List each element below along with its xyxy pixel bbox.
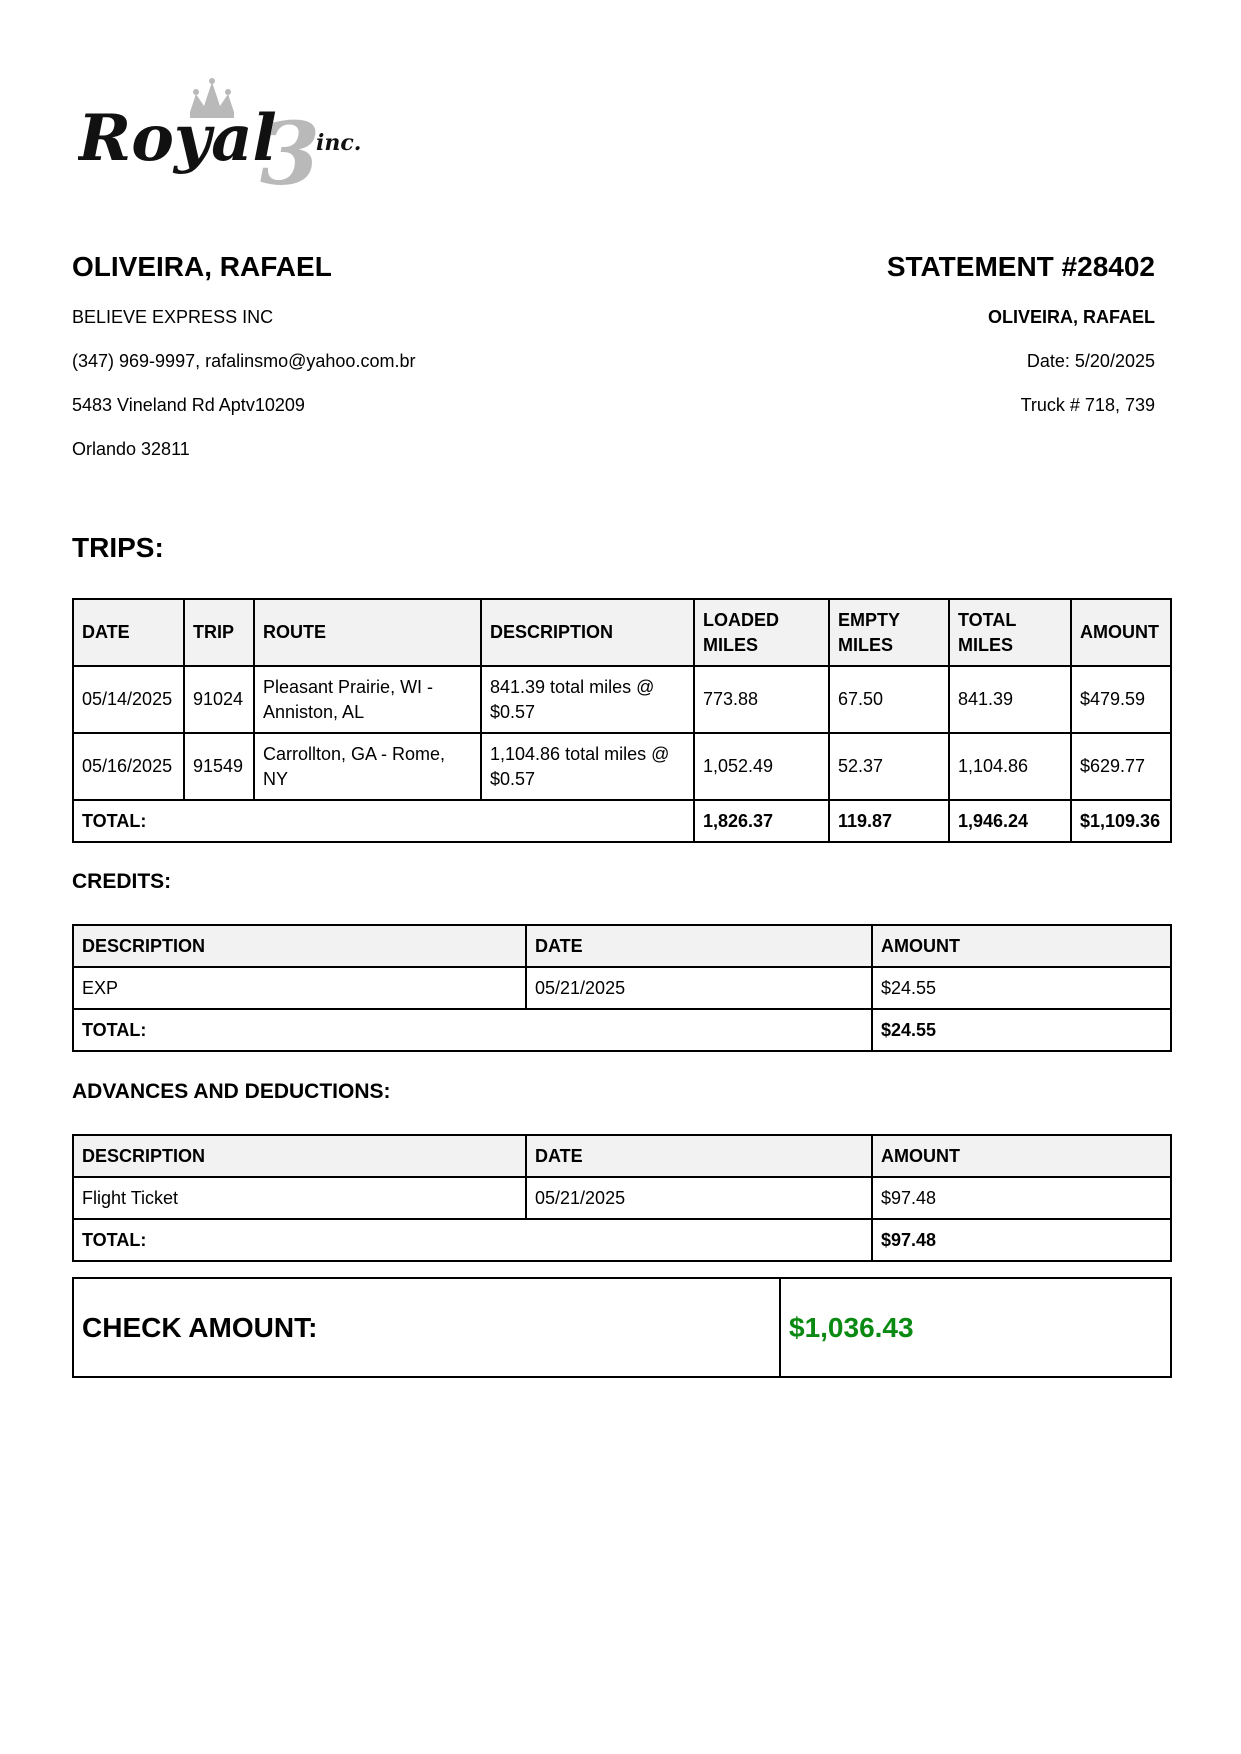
- table-row: [73, 967, 1171, 1009]
- cell-route: Pleasant Prairie, WI - Anniston, AL: [254, 666, 481, 733]
- cell-empty-miles: 52.37: [829, 733, 949, 800]
- deductions-table: [72, 1134, 1172, 1262]
- trips-table: [72, 598, 1172, 843]
- col-total-miles: TOTAL MILES: [949, 599, 1071, 666]
- cell-date: 05/21/2025: [526, 1177, 872, 1219]
- col-route: ROUTE: [254, 599, 481, 666]
- credits-heading: CREDITS:: [72, 870, 172, 893]
- credits-table: [72, 924, 1172, 1052]
- total-amount: $1,109.36: [1071, 800, 1171, 842]
- cell-amount: $24.55: [872, 967, 1171, 1009]
- table-row: [73, 1177, 1171, 1219]
- check-amount-label: CHECK AMOUNT:: [73, 1278, 780, 1377]
- company-logo: [78, 78, 388, 196]
- cell-empty-miles: 67.50: [829, 666, 949, 733]
- statement-name: OLIVEIRA, RAFAEL: [987, 307, 1155, 327]
- total-total-miles: 1,946.24: [949, 800, 1071, 842]
- cell-description: 1,104.86 total miles @ $0.57: [481, 733, 694, 800]
- driver-name: OLIVEIRA, RAFAEL: [72, 251, 332, 282]
- col-date: DATE: [73, 599, 184, 666]
- total-row: [73, 800, 1171, 842]
- cell-trip: 91549: [184, 733, 254, 800]
- logo-suffix: inc.: [316, 130, 362, 156]
- col-amount: AMOUNT: [1071, 599, 1171, 666]
- col-description: DESCRIPTION: [481, 599, 694, 666]
- cell-loaded-miles: 773.88: [694, 666, 829, 733]
- cell-route: Carrollton, GA - Rome, NY: [254, 733, 481, 800]
- total-label: TOTAL:: [73, 1219, 872, 1261]
- logo-word: Royal: [78, 101, 277, 176]
- cell-description: EXP: [73, 967, 526, 1009]
- cell-amount: $97.48: [872, 1177, 1171, 1219]
- col-date: DATE: [526, 925, 872, 967]
- col-trip: TRIP: [184, 599, 254, 666]
- address-line-2: Orlando 32811: [72, 439, 190, 459]
- cell-date: 05/16/2025: [73, 733, 184, 800]
- col-loaded-miles: LOADED MILES: [694, 599, 829, 666]
- cell-description: Flight Ticket: [73, 1177, 526, 1219]
- deductions-heading: ADVANCES AND DEDUCTIONS:: [72, 1080, 391, 1103]
- statement-title: STATEMENT #28402: [886, 251, 1155, 282]
- logo-digit: 3: [260, 104, 320, 196]
- statement-info: [887, 250, 1155, 438]
- cell-description: 841.39 total miles @ $0.57: [481, 666, 694, 733]
- cell-amount: $479.59: [1071, 666, 1171, 733]
- table-header-row: [73, 599, 1171, 666]
- col-amount: AMOUNT: [872, 925, 1171, 967]
- company-name: BELIEVE EXPRESS INC: [72, 307, 274, 327]
- cell-total-miles: 841.39: [949, 666, 1071, 733]
- driver-info: [72, 250, 415, 482]
- total-label: TOTAL:: [73, 800, 694, 842]
- trips-heading: TRIPS:: [72, 532, 164, 563]
- logo-graphic: [78, 78, 388, 196]
- total-row: [73, 1009, 1171, 1051]
- col-description: DESCRIPTION: [73, 925, 526, 967]
- table-header-row: [73, 925, 1171, 967]
- cell-loaded-miles: 1,052.49: [694, 733, 829, 800]
- table-row: [73, 666, 1171, 733]
- cell-trip: 91024: [184, 666, 254, 733]
- statement-date: Date: 5/20/2025: [1026, 351, 1155, 371]
- total-loaded-miles: 1,826.37: [694, 800, 829, 842]
- table-row: [73, 733, 1171, 800]
- cell-date: 05/21/2025: [526, 967, 872, 1009]
- total-row: [73, 1219, 1171, 1261]
- total-amount: $24.55: [872, 1009, 1171, 1051]
- col-description: DESCRIPTION: [73, 1135, 526, 1177]
- address-line-1: 5483 Vineland Rd Aptv10209: [72, 395, 305, 415]
- check-amount-value: $1,036.43: [780, 1278, 1171, 1377]
- cell-total-miles: 1,104.86: [949, 733, 1071, 800]
- truck-numbers: Truck # 718, 739: [1020, 395, 1155, 415]
- check-amount-box: [72, 1277, 1172, 1378]
- cell-date: 05/14/2025: [73, 666, 184, 733]
- col-empty-miles: EMPTY MILES: [829, 599, 949, 666]
- contact-info: (347) 969-9997, rafalinsmo@yahoo.com.br: [72, 351, 416, 371]
- total-amount: $97.48: [872, 1219, 1171, 1261]
- total-label: TOTAL:: [73, 1009, 872, 1051]
- col-amount: AMOUNT: [872, 1135, 1171, 1177]
- col-date: DATE: [526, 1135, 872, 1177]
- table-header-row: [73, 1135, 1171, 1177]
- total-empty-miles: 119.87: [829, 800, 949, 842]
- cell-amount: $629.77: [1071, 733, 1171, 800]
